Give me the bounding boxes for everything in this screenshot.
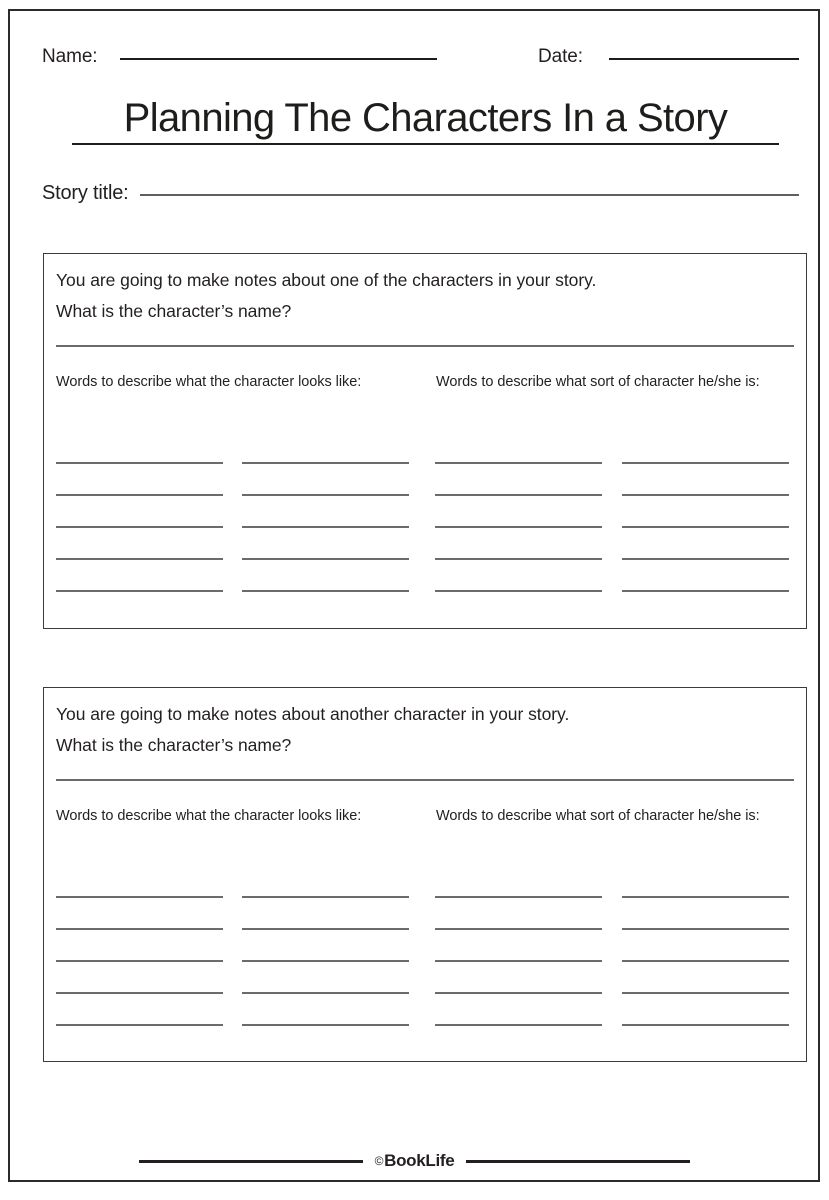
character-section-2 bbox=[43, 687, 807, 1062]
answer-write-line[interactable] bbox=[435, 558, 602, 560]
page-title-underline bbox=[72, 143, 779, 145]
answer-write-line[interactable] bbox=[242, 992, 409, 994]
answer-write-line[interactable] bbox=[622, 960, 789, 962]
section-2-intro-line-2: What is the character’s name? bbox=[56, 735, 292, 755]
answer-write-line[interactable] bbox=[435, 590, 602, 592]
answer-write-line[interactable] bbox=[56, 590, 223, 592]
booklife-logo bbox=[375, 1151, 455, 1171]
answer-write-line[interactable] bbox=[56, 960, 223, 962]
name-write-line[interactable] bbox=[120, 58, 437, 60]
name-label: Name: bbox=[42, 46, 98, 67]
answer-write-line[interactable] bbox=[242, 896, 409, 898]
section-2-intro-line-1: You are going to make notes about another character in your story. bbox=[56, 704, 570, 724]
answer-write-line[interactable] bbox=[242, 590, 409, 592]
answer-write-line[interactable] bbox=[242, 928, 409, 930]
answer-write-line[interactable] bbox=[435, 992, 602, 994]
answer-write-line[interactable] bbox=[242, 526, 409, 528]
story-title-write-line[interactable] bbox=[140, 194, 799, 196]
answer-write-line[interactable] bbox=[622, 494, 789, 496]
answer-write-line[interactable] bbox=[56, 992, 223, 994]
section-1-left-column-label: Words to describe what the character looks like: bbox=[56, 374, 362, 390]
footer-rule-left bbox=[139, 1160, 363, 1163]
section-1-intro-line-2: What is the character’s name? bbox=[56, 301, 292, 321]
answer-write-line[interactable] bbox=[622, 992, 789, 994]
answer-write-line[interactable] bbox=[435, 928, 602, 930]
answer-write-line[interactable] bbox=[622, 558, 789, 560]
answer-write-line[interactable] bbox=[242, 558, 409, 560]
section-1-right-column-label: Words to describe what sort of character he/she is: bbox=[436, 374, 760, 390]
answer-write-line[interactable] bbox=[242, 1024, 409, 1026]
copyright-icon: © bbox=[374, 1154, 384, 1168]
worksheet-page bbox=[8, 9, 820, 1182]
section-2-answer-lines bbox=[44, 688, 806, 1061]
date-write-line[interactable] bbox=[609, 58, 799, 60]
answer-write-line[interactable] bbox=[435, 526, 602, 528]
story-title-label: Story title: bbox=[42, 182, 129, 204]
date-label: Date: bbox=[538, 46, 583, 67]
section-2-right-column-label: Words to describe what sort of character he/she is: bbox=[436, 808, 760, 824]
answer-write-line[interactable] bbox=[622, 1024, 789, 1026]
answer-write-line[interactable] bbox=[435, 1024, 602, 1026]
answer-write-line[interactable] bbox=[242, 462, 409, 464]
answer-write-line[interactable] bbox=[56, 896, 223, 898]
answer-write-line[interactable] bbox=[56, 1024, 223, 1026]
answer-write-line[interactable] bbox=[622, 526, 789, 528]
answer-write-line[interactable] bbox=[435, 960, 602, 962]
answer-write-line[interactable] bbox=[622, 462, 789, 464]
brand-name: BookLife bbox=[384, 1151, 455, 1170]
page-title: Planning The Characters In a Story bbox=[123, 96, 728, 140]
section-1-answer-lines bbox=[44, 254, 806, 628]
footer-rule-right bbox=[466, 1160, 690, 1163]
answer-write-line[interactable] bbox=[56, 558, 223, 560]
answer-write-line[interactable] bbox=[242, 960, 409, 962]
answer-write-line[interactable] bbox=[622, 590, 789, 592]
section-2-left-column-label: Words to describe what the character looks like: bbox=[56, 808, 362, 824]
answer-write-line[interactable] bbox=[56, 462, 223, 464]
answer-write-line[interactable] bbox=[622, 928, 789, 930]
answer-write-line[interactable] bbox=[56, 526, 223, 528]
section-1-intro-line-1: You are going to make notes about one of the characters in your story. bbox=[56, 270, 597, 290]
answer-write-line[interactable] bbox=[56, 494, 223, 496]
footer bbox=[0, 1151, 829, 1171]
answer-write-line[interactable] bbox=[56, 928, 223, 930]
answer-write-line[interactable] bbox=[435, 462, 602, 464]
answer-write-line[interactable] bbox=[622, 896, 789, 898]
character-section-1 bbox=[43, 253, 807, 629]
answer-write-line[interactable] bbox=[435, 494, 602, 496]
answer-write-line[interactable] bbox=[242, 494, 409, 496]
answer-write-line[interactable] bbox=[435, 896, 602, 898]
